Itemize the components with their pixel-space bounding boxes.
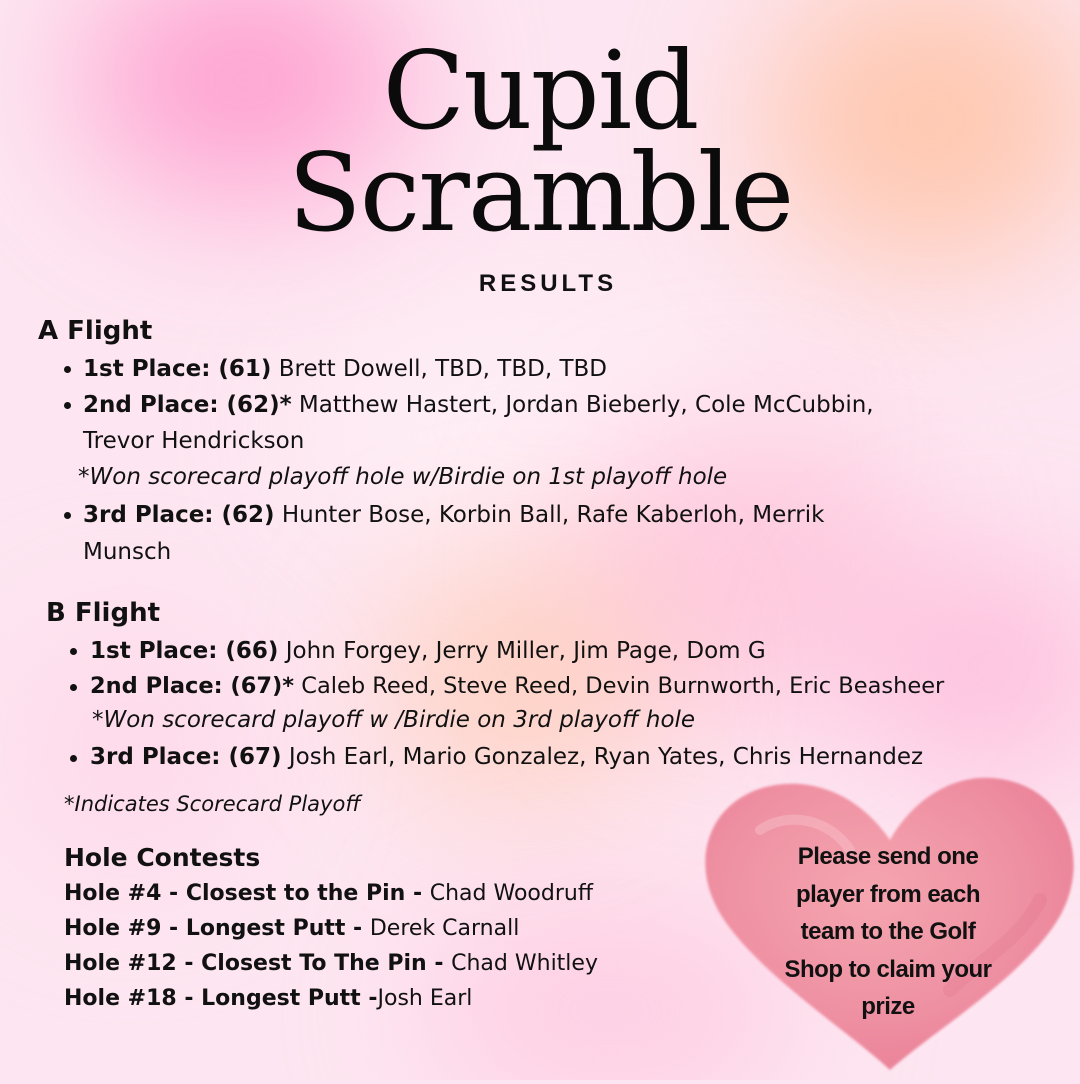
place-label: 1st Place: (61) (83, 356, 272, 382)
a-flight-1st-place (83, 352, 607, 386)
hole-contest-item (64, 946, 598, 981)
prize-line: team to the Golf (800, 918, 976, 945)
contest-label: Hole #12 - Closest To The Pin - (64, 951, 452, 976)
a-flight-2nd-place (83, 388, 874, 422)
bullet (70, 755, 77, 762)
contest-winner: Chad Woodruff (429, 881, 593, 906)
place-label: 3rd Place: (67) (90, 744, 282, 770)
b-flight-playoff-note: *Won scorecard playoff w /Birdie on 3rd playoff hole (92, 707, 696, 733)
prize-line: player from each (795, 880, 981, 908)
b-flight-3rd-place (90, 740, 923, 774)
bullet (64, 512, 71, 519)
place-label: 1st Place: (66) (90, 638, 279, 664)
contest-label: Hole #9 - Longest Putt - (64, 916, 370, 941)
contest-winner: Josh Earl (377, 986, 473, 1011)
bullet (70, 684, 77, 691)
b-flight-heading: B Flight (46, 598, 161, 628)
hole-contests-heading: Hole Contests (64, 843, 261, 872)
team-names: Hunter Bose, Korbin Ball, Rafe Kaberloh, Merrik (274, 502, 825, 528)
contest-label: Hole #4 - Closest to the Pin - (64, 881, 430, 906)
prize-line: Shop to claim your (784, 955, 992, 983)
prize-line: Please send one (797, 843, 979, 870)
hole-contest-item (64, 876, 593, 911)
place-label: 2nd Place: (67)* (90, 673, 295, 699)
team-names: Matthew Hastert, Jordan Bieberly, Cole McCubbin, (291, 392, 874, 418)
page-subtitle: RESULTS (478, 270, 618, 297)
hole-contest-item (64, 911, 519, 946)
place-label: 3rd Place: (62) (83, 502, 275, 528)
team-names: Brett Dowell, TBD, TBD, TBD (271, 356, 607, 382)
contest-winner: Chad Whitley (451, 951, 598, 976)
b-flight-1st-place (90, 634, 766, 668)
a-flight-heading: A Flight (38, 316, 153, 346)
bullet (64, 366, 71, 373)
contest-winner: Derek Carnall (369, 916, 520, 941)
team-names: Josh Earl, Mario Gonzalez, Ryan Yates, Chris Hernandez (281, 744, 924, 770)
a-flight-playoff-note: *Won scorecard playoff hole w/Birdie on 1st playoff hole (78, 464, 728, 490)
title-line-2: Scramble (287, 131, 793, 256)
place-label: 2nd Place: (62)* (83, 392, 292, 418)
contest-label: Hole #18 - Longest Putt - (64, 986, 378, 1011)
prize-line: prize (861, 993, 915, 1020)
prize-instructions (760, 838, 1016, 1026)
bullet (70, 648, 77, 655)
a-flight-2nd-place-cont: Trevor Hendrickson (83, 428, 305, 454)
scorecard-playoff-footnote: *Indicates Scorecard Playoff (64, 792, 361, 816)
a-flight-3rd-place (83, 498, 824, 532)
bullet (64, 402, 71, 409)
team-names: John Forgey, Jerry Miller, Jim Page, Dom G (278, 638, 766, 664)
team-names: Caleb Reed, Steve Reed, Devin Burnworth, Eric Beasheer (294, 673, 945, 699)
hole-contest-item (64, 981, 472, 1016)
title-line-1: Cupid (382, 29, 698, 154)
b-flight-2nd-place (90, 669, 944, 703)
a-flight-3rd-place-cont: Munsch (83, 539, 172, 565)
